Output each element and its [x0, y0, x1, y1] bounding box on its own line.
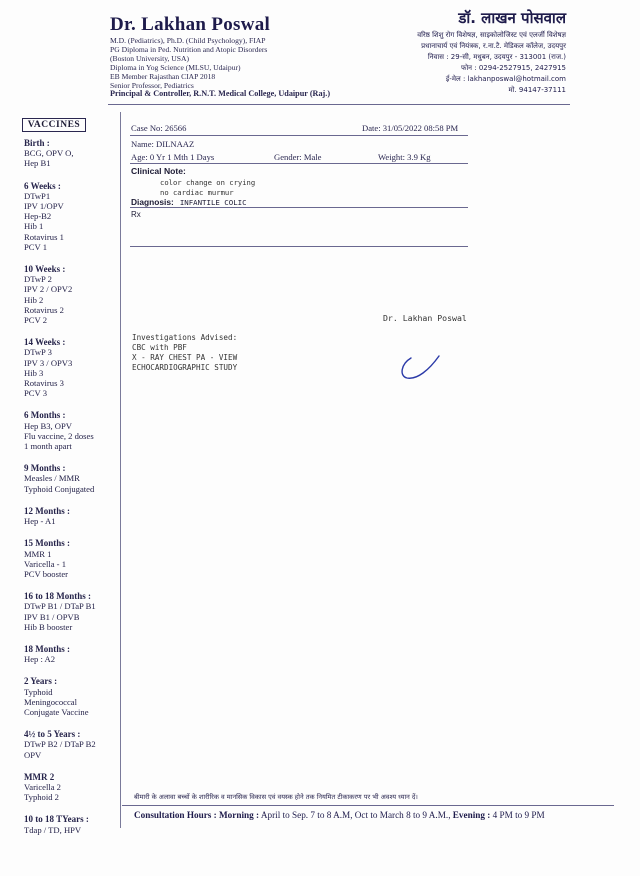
vaccine-group: [24, 644, 120, 664]
vaccine-group: [24, 814, 120, 834]
vaccine-age: 2 Years :: [24, 676, 58, 687]
diagnosis-label: Diagnosis:: [131, 197, 174, 207]
vaccines-title: VACCINES: [22, 118, 86, 132]
clinical-note-line: color change on crying: [160, 178, 256, 187]
vaccine-item: Flu vaccine, 2 doses: [24, 430, 94, 441]
vaccine-group: [24, 506, 120, 526]
vaccine-group: [24, 138, 120, 169]
vaccine-item: Hib B booster: [24, 621, 73, 632]
footer-advice: बीमारी के अलावा बच्चों के शारीरिक व मानसिक विकास एवं वयस्क होने तक नियमित टीकाकरण पर भी अवश्य ध्यान दें।: [134, 793, 418, 801]
clinical-notes: [160, 178, 255, 197]
clinical-note-label: Clinical Note:: [131, 166, 186, 176]
signature-name: Dr. Lakhan Poswal: [383, 313, 467, 323]
hindi-line: प्रधानाचार्य एवं नियंत्रक, र.ना.टै. मेडिकल कॉलेज, उदयपुर: [421, 42, 566, 50]
clinical-note-line: no cardiac murmur: [160, 187, 234, 197]
qualification-line: Senior Professor, Pediatrics: [110, 80, 194, 90]
hindi-doctor-name: डॉ. लाखन पोसवाल: [458, 9, 566, 27]
vaccine-item: Varicella 2: [24, 781, 61, 792]
rx-symbol: Rx: [131, 210, 141, 219]
vaccine-item: Hep B1: [24, 158, 51, 169]
qualification-line: PG Diploma in Ped. Nutrition and Atopic Disorders: [110, 44, 268, 54]
vaccine-age: 14 Weeks :: [24, 337, 66, 348]
vaccine-item: PCV 2: [24, 315, 48, 326]
hindi-line: निवास : 29-सी, मधुबन, उदयपुर - 313001 (राज.): [427, 53, 566, 61]
vaccine-item: DTwP1: [24, 190, 51, 201]
qualification-line: Diploma in Yog Science (MLSU, Udaipur): [110, 62, 241, 72]
vaccine-item: Conjugate Vaccine: [24, 706, 89, 717]
consultation-hours: [134, 810, 545, 820]
vaccine-age: 6 Weeks :: [24, 180, 61, 191]
vaccine-age: 10 Weeks :: [24, 264, 66, 275]
vaccine-group: [24, 538, 120, 579]
hindi-line: ई-मेल : lakhanposwal@hotmail.com: [445, 75, 566, 83]
vaccine-item: Hib 2: [24, 294, 44, 305]
vaccine-schedule: [24, 138, 120, 847]
vaccine-item: Rotavirus 3: [24, 378, 64, 389]
vaccine-item: IPV 3 / OPV3: [24, 357, 73, 368]
vaccine-group: [24, 676, 120, 717]
vaccine-group: [24, 463, 120, 494]
consult-label: Consultation Hours :: [134, 810, 217, 820]
vaccine-group: [24, 337, 120, 398]
vaccine-item: Hep B3, OPV: [24, 420, 72, 431]
qualification-line: M.D. (Pediatrics), Ph.D. (Child Psychology), FIAP: [110, 36, 266, 45]
investigations: [132, 333, 237, 373]
vaccine-item: IPV 2 / OPV2: [24, 284, 73, 295]
qualifications: [110, 37, 330, 99]
qualification-line: EB Member Rajasthan CIAP 2018: [110, 71, 216, 81]
qualification-line: (Boston University, USA): [110, 53, 190, 63]
diagnosis: [131, 197, 247, 207]
evening-hours: 4 PM to 9 PM: [492, 810, 545, 820]
hindi-line: फोन : 0294-2527915, 2427915: [460, 64, 566, 72]
vaccine-item: Typhoid: [24, 686, 53, 697]
info-divider: [130, 135, 468, 136]
vaccine-item: Hib 3: [24, 367, 44, 378]
vaccine-item: PCV 1: [24, 241, 48, 252]
vaccine-item: Typhoid 2: [24, 792, 59, 803]
vaccine-item: Typhoid Conjugated: [24, 483, 95, 494]
vaccine-item: Measles / MMR: [24, 473, 80, 484]
vaccine-item: DTwP B1 / DTaP B1: [24, 601, 96, 612]
vaccine-item: IPV B1 / OPVB: [24, 611, 80, 622]
vaccine-item: BCG, OPV O,: [24, 148, 74, 159]
vaccine-item: IPV 1/OPV: [24, 201, 64, 212]
vaccine-item: DTwP B2 / DTaP B2: [24, 739, 96, 750]
vaccine-item: Varicella - 1: [24, 558, 66, 569]
case-number: Case No: 26566: [131, 123, 187, 133]
investigation-item: X - RAY CHEST PA - VIEW: [132, 353, 238, 362]
case-date: Date: 31/05/2022 08:58 PM: [362, 123, 459, 133]
vaccine-item: Rotavirus 1: [24, 231, 64, 242]
hindi-line: मो. 94147-37111: [508, 86, 566, 94]
vaccine-item: Rotavirus 2: [24, 304, 64, 315]
diagnosis-divider: [130, 207, 468, 208]
vaccine-age: MMR 2: [24, 771, 55, 782]
morning-hours: April to Sep. 7 to 8 A.M, Oct to March 8 to 9 A.M.,: [260, 810, 451, 820]
hindi-header: [417, 8, 566, 96]
vaccine-group: [24, 410, 120, 451]
vaccine-age: Birth :: [24, 138, 50, 148]
header-divider: [108, 104, 570, 105]
vaccine-age: 10 to 18 TYears :: [24, 814, 89, 825]
rx-divider: [130, 246, 468, 247]
investigation-item: CBC with PBF: [132, 343, 187, 352]
vaccine-group: [24, 181, 120, 252]
vaccine-item: PCV booster: [24, 568, 69, 579]
footer-divider: [122, 805, 614, 806]
patient-weight: Weight: 3.9 Kg: [378, 152, 431, 162]
vaccine-item: Meningococcal: [24, 696, 77, 707]
hindi-line: वरिष्ठ शिशु रोग विशेषज्ञ, साइकोलोजिस्ट एवं एलर्जी विशेषज्ञ: [417, 31, 566, 39]
vaccine-group: [24, 264, 120, 325]
diagnosis-value: INFANTILE COLIC: [179, 198, 247, 207]
vaccine-age: 9 Months :: [24, 463, 66, 474]
signature-mark: [395, 350, 445, 384]
evening-label: Evening :: [452, 810, 491, 820]
vaccine-item: Hep-B2: [24, 211, 52, 222]
sidebar-divider: [120, 112, 121, 828]
investigations-label: Investigations Advised:: [132, 333, 238, 342]
vaccine-age: 18 Months :: [24, 643, 71, 654]
vaccine-item: DTwP 2: [24, 274, 52, 285]
vaccine-item: MMR 1: [24, 548, 52, 559]
doctor-name: Dr. Lakhan Poswal: [110, 14, 271, 35]
vaccine-age: 4½ to 5 Years :: [24, 729, 81, 740]
vaccine-item: 1 month apart: [24, 441, 72, 452]
vaccine-item: DTwP 3: [24, 347, 52, 358]
vaccine-group: [24, 772, 120, 803]
vaccine-item: Hib 1: [24, 221, 44, 232]
vaccine-age: 15 Months :: [24, 538, 71, 549]
patient-age: Age: 0 Yr 1 Mth 1 Days: [131, 152, 215, 162]
patient-name: Name: DILNAAZ: [131, 139, 195, 149]
vaccine-age: 12 Months :: [24, 505, 71, 516]
patient-gender: Gender: Male: [274, 152, 322, 162]
info-divider: [130, 163, 468, 164]
designation: Principal & Controller, R.N.T. Medical College, Udaipur (Raj.): [110, 89, 331, 99]
vaccine-item: Hep - A1: [24, 516, 56, 527]
vaccine-group: [24, 591, 120, 632]
vaccine-item: Hep : A2: [24, 654, 56, 665]
vaccine-item: OPV: [24, 749, 42, 760]
vaccine-group: [24, 729, 120, 760]
investigation-item: ECHOCARDIOGRAPHIC STUDY: [132, 363, 238, 372]
vaccine-item: PCV 3: [24, 388, 48, 399]
vaccine-age: 16 to 18 Months :: [24, 591, 91, 602]
morning-label: Morning :: [219, 810, 260, 820]
vaccine-item: Tdap / TD, HPV: [24, 824, 82, 835]
vaccine-age: 6 Months :: [24, 410, 66, 421]
